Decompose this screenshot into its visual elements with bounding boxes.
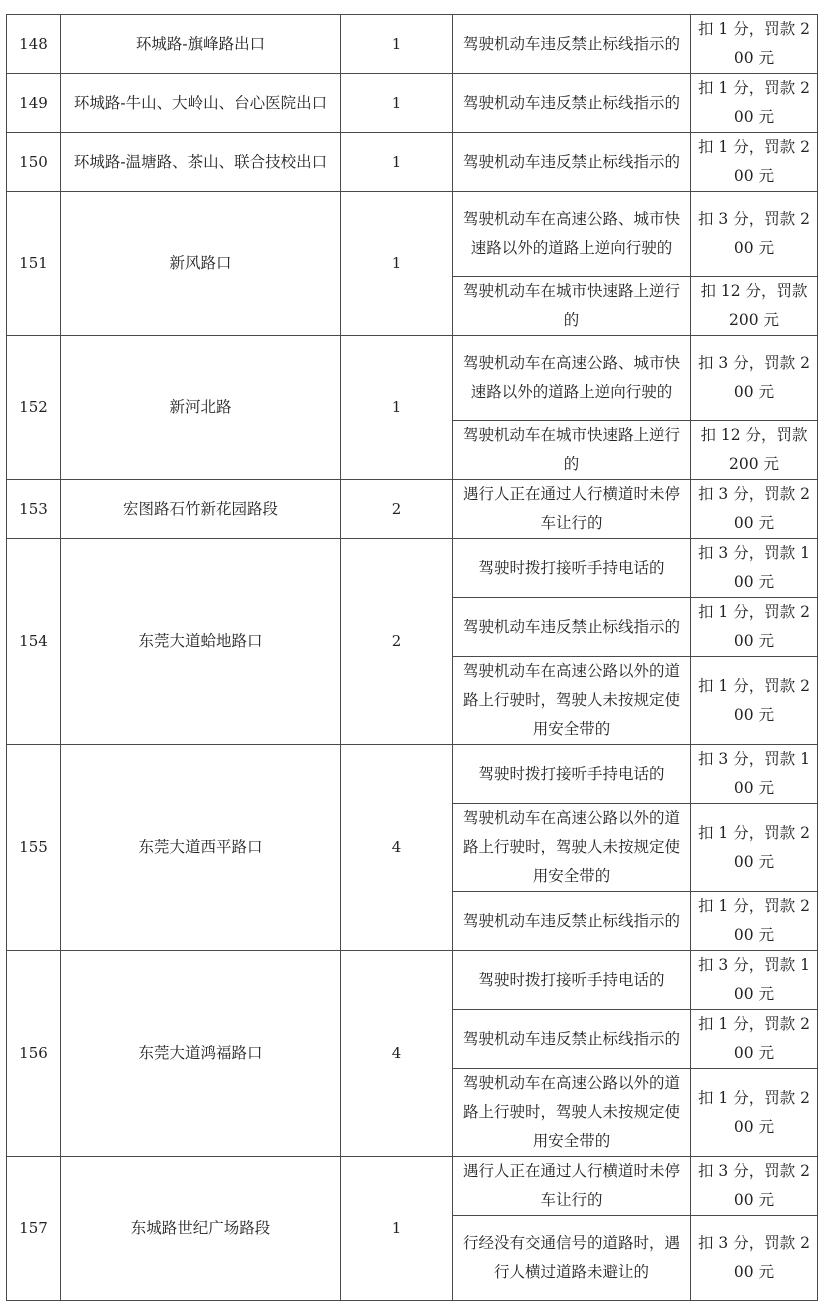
penalty-cell: 扣 3 分，罚款 100 元 xyxy=(691,539,818,598)
location-cell: 环城路-温塘路、茶山、联合技校出口 xyxy=(61,133,341,192)
violation-act-cell: 驾驶机动车在高速公路以外的道路上行驶时，驾驶人未按规定使用安全带的 xyxy=(453,657,691,745)
penalty-cell: 扣 1 分，罚款 200 元 xyxy=(691,657,818,745)
row-number: 157 xyxy=(7,1157,61,1301)
camera-count-cell: 1 xyxy=(341,1157,453,1301)
violation-act-cell: 行经没有交通信号的道路时，遇行人横过道路未避让的 xyxy=(453,1216,691,1301)
location-cell: 环城路-牛山、大岭山、台心医院出口 xyxy=(61,74,341,133)
penalty-cell: 扣 3 分，罚款 100 元 xyxy=(691,745,818,804)
violation-act-cell: 驾驶机动车违反禁止标线指示的 xyxy=(453,1010,691,1069)
violation-act-cell: 驾驶机动车在高速公路、城市快速路以外的道路上逆向行驶的 xyxy=(453,336,691,421)
camera-count-cell: 1 xyxy=(341,74,453,133)
violation-act-cell: 驾驶机动车违反禁止标线指示的 xyxy=(453,74,691,133)
location-cell: 东莞大道西平路口 xyxy=(61,745,341,951)
violation-act-cell: 驾驶时拨打接听手持电话的 xyxy=(453,745,691,804)
violation-act-cell: 驾驶机动车在高速公路以外的道路上行驶时，驾驶人未按规定使用安全带的 xyxy=(453,804,691,892)
penalty-cell: 扣 1 分，罚款 200 元 xyxy=(691,1069,818,1157)
row-number: 152 xyxy=(7,336,61,480)
location-cell: 东莞大道鸿福路口 xyxy=(61,951,341,1157)
penalty-cell: 扣 3 分，罚款 200 元 xyxy=(691,336,818,421)
penalty-cell: 扣 3 分，罚款 200 元 xyxy=(691,1216,818,1301)
location-cell: 东城路世纪广场路段 xyxy=(61,1157,341,1301)
violation-act-cell: 遇行人正在通过人行横道时未停车让行的 xyxy=(453,480,691,539)
table-row xyxy=(7,74,818,133)
row-number: 149 xyxy=(7,74,61,133)
row-number: 150 xyxy=(7,133,61,192)
location-cell: 环城路-旗峰路出口 xyxy=(61,15,341,74)
location-cell: 新风路口 xyxy=(61,192,341,336)
penalty-cell: 扣 1 分，罚款 200 元 xyxy=(691,74,818,133)
table-row xyxy=(7,480,818,539)
violation-act-cell: 驾驶机动车违反禁止标线指示的 xyxy=(453,15,691,74)
camera-count-cell: 1 xyxy=(341,192,453,336)
row-number: 154 xyxy=(7,539,61,745)
penalty-cell: 扣 1 分，罚款 200 元 xyxy=(691,133,818,192)
penalty-cell: 扣 1 分，罚款 200 元 xyxy=(691,1010,818,1069)
violation-act-cell: 驾驶机动车违反禁止标线指示的 xyxy=(453,598,691,657)
penalty-cell: 扣 3 分，罚款 100 元 xyxy=(691,951,818,1010)
location-cell: 东莞大道蛤地路口 xyxy=(61,539,341,745)
table-row xyxy=(7,336,818,421)
row-number: 155 xyxy=(7,745,61,951)
penalty-cell: 扣 12 分，罚款 200 元 xyxy=(691,421,818,480)
row-number: 151 xyxy=(7,192,61,336)
table-row xyxy=(7,192,818,277)
camera-count-cell: 1 xyxy=(341,133,453,192)
camera-count-cell: 1 xyxy=(341,15,453,74)
camera-count-cell: 2 xyxy=(341,480,453,539)
row-number: 148 xyxy=(7,15,61,74)
table-row xyxy=(7,1157,818,1216)
camera-count-cell: 2 xyxy=(341,539,453,745)
row-number: 153 xyxy=(7,480,61,539)
penalty-cell: 扣 1 分，罚款 200 元 xyxy=(691,598,818,657)
violation-act-cell: 驾驶机动车违反禁止标线指示的 xyxy=(453,133,691,192)
violation-table xyxy=(6,14,818,1301)
violation-act-cell: 驾驶机动车在高速公路、城市快速路以外的道路上逆向行驶的 xyxy=(453,192,691,277)
violation-act-cell: 驾驶时拨打接听手持电话的 xyxy=(453,951,691,1010)
penalty-cell: 扣 1 分，罚款 200 元 xyxy=(691,804,818,892)
camera-count-cell: 4 xyxy=(341,951,453,1157)
table-row xyxy=(7,15,818,74)
penalty-cell: 扣 3 分，罚款 200 元 xyxy=(691,192,818,277)
location-cell: 新河北路 xyxy=(61,336,341,480)
camera-count-cell: 4 xyxy=(341,745,453,951)
table-row xyxy=(7,133,818,192)
camera-count-cell: 1 xyxy=(341,336,453,480)
table-row xyxy=(7,745,818,804)
row-number: 156 xyxy=(7,951,61,1157)
penalty-cell: 扣 3 分，罚款 200 元 xyxy=(691,1157,818,1216)
penalty-cell: 扣 1 分，罚款 200 元 xyxy=(691,892,818,951)
violation-act-cell: 驾驶机动车在高速公路以外的道路上行驶时，驾驶人未按规定使用安全带的 xyxy=(453,1069,691,1157)
violation-act-cell: 驾驶机动车违反禁止标线指示的 xyxy=(453,892,691,951)
location-cell: 宏图路石竹新花园路段 xyxy=(61,480,341,539)
violation-act-cell: 驾驶时拨打接听手持电话的 xyxy=(453,539,691,598)
penalty-cell: 扣 12 分，罚款 200 元 xyxy=(691,277,818,336)
violation-act-cell: 驾驶机动车在城市快速路上逆行的 xyxy=(453,421,691,480)
penalty-cell: 扣 1 分，罚款 200 元 xyxy=(691,15,818,74)
table-row xyxy=(7,951,818,1010)
penalty-cell: 扣 3 分，罚款 200 元 xyxy=(691,480,818,539)
table-row xyxy=(7,539,818,598)
violation-act-cell: 驾驶机动车在城市快速路上逆行的 xyxy=(453,277,691,336)
violation-act-cell: 遇行人正在通过人行横道时未停车让行的 xyxy=(453,1157,691,1216)
